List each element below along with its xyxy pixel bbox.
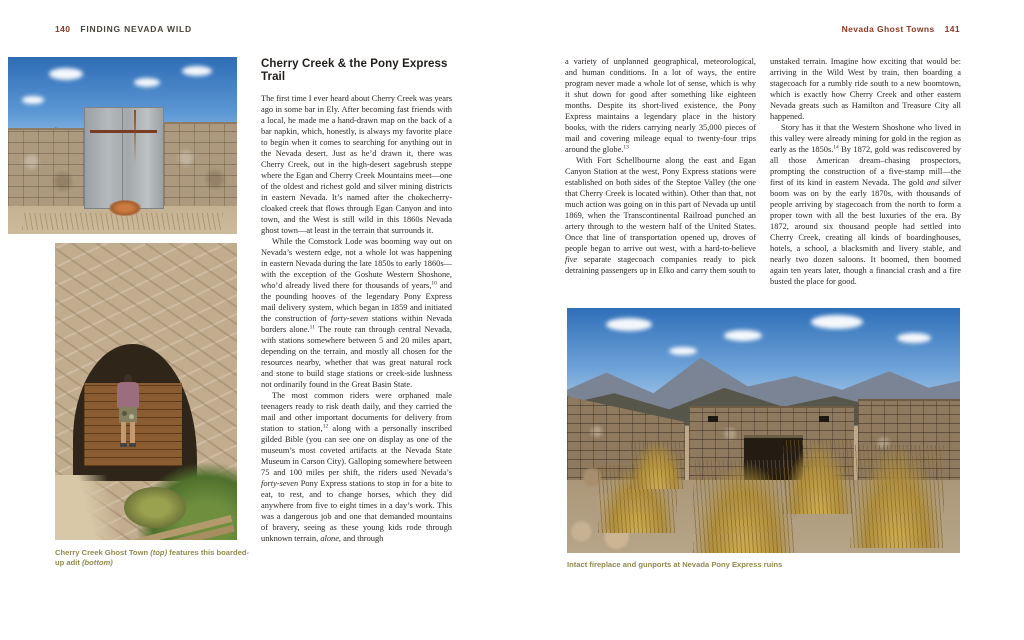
book-title: FINDING NEVADA WILD: [80, 24, 192, 34]
photo-cherry-creek-ruin: [8, 57, 237, 234]
stone-wall-left: [8, 128, 86, 209]
article-title: Cherry Creek & the Pony Express Trail: [261, 58, 448, 83]
paragraph: With Fort Schellbourne along the east and Egan Canyon Station at the west, Pony Express stations were established on both sides of the Steptoe Valley (the one that Cherry Creek is located within). Other than that, not much action was going on in this part of Nevada up until 1869, when the Transcontinental Railroad punched an artery through to the western half of the United States. Once that line of transportation opened up, droves of people began to arrive out west, with a hard-to-believe five separate stagecoach companies ready to pick detraining passengers up in Elko and carry them south to: [565, 156, 756, 275]
chapter-title: Nevada Ghost Towns: [841, 24, 935, 34]
cloud-shape: [49, 68, 83, 80]
text-column-2: [565, 56, 756, 276]
cloud-shape: [182, 66, 212, 76]
gunport: [819, 416, 829, 422]
person-leg: [130, 422, 135, 444]
page-number-right: 141: [944, 24, 960, 34]
grass-tuft: [783, 440, 854, 514]
grass-tuft: [850, 445, 944, 548]
running-head-left: [55, 24, 192, 34]
text-column-3: [770, 56, 961, 287]
photo-pony-express-ruins: [567, 308, 960, 553]
cloud-shape: [22, 96, 44, 104]
paragraph: a variety of unplanned geographical, meteorological, and human conditions. In a lot of ways, the entire program never made a whole lot of sense, which is why it shut down for good after something like eighteen months. Despite its short-lived existence, the Pony Express maintains a legendary place in the history books, with the riders carrying nearly 35,000 pieces of mail and covering mileage equal to twenty-four trips around the globe.$^{13}$: [565, 57, 756, 154]
paragraph: The first time I ever heard about Cherry Creek was years ago in some bar in Ely. After becoming fast friends with a local, he made me a hand-drawn map on the back of a bar napkin, which, honestly, is always my favorite place to begin when it comes to searching for anything out in the Nevada desert. Just as he’d drawn it, there was Cherry Creek, out in the high-desert sagebrush steppe where the Egan and Cherry Creek Mountains meet—one of the oldest and richest gold and silver mining districts in eastern Nevada. It’s named after the chokecherry-cloaked creek that flows through Egan Canyon and into town, and the West is still wild in this 1860s Nevada ghost town—at least in the terrain that surrounds it.: [261, 94, 452, 235]
grass-tuft: [693, 460, 795, 553]
paragraph: While the Comstock Lode was booming way out on Nevada’s western edge, not a whole lot was happening in eastern Nevada during the late 1850s to early 1860s—with the exception of the Goshute Western Shoshone, who’d already lived there for thousands of years,$^{10}$ and the pounding hooves of the legendary Pony Express mail delivery system, which began in 1859 and initiated the construction of forty-seven stations within Nevada borders alone.$^{11}$ The route ran through central Nevada, with stations somewhere between 5 and 20 miles apart, depending on the terrain, and mostly all chosen for the resources nearby, whether that was great natural rock and stone to build stage stations or creek-side lushness not ordinarily found in the Great Basin State.: [261, 237, 452, 389]
paragraph: unstaked terrain. Imagine how exciting that would be: arriving in the Wild West by train, then boarding a stagecoach for a rumbly ride south to a new boomtown, which is exactly how Cherry Creek and other eastern Nevada greats such as Hamilton and Treasure City all happened.: [770, 57, 961, 121]
door-latch-bar: [90, 130, 156, 133]
cloud-shape: [606, 318, 652, 331]
grass-tuft: [630, 440, 685, 489]
rust-streak: [134, 110, 136, 163]
person-shorts: [119, 407, 137, 423]
caption-left: Cherry Creek Ghost Town (top) features this boarded-up adit (bottom): [55, 548, 249, 567]
person-shirt: [117, 382, 139, 408]
cloud-shape: [897, 333, 931, 343]
light-path: [55, 475, 137, 540]
photo-boarded-adit: [55, 243, 237, 540]
paragraph: The most common riders were orphaned male teenagers ready to risk death daily, and they carried the mail and other important documents for delivery from station to station,$^{12}$ along with a personally inscribed gilded Bible (you can see one on display as one of the museum’s most coveted artifacts at the Nevada State Museum in Carson City). Galloping somewhere between 75 and 100 miles per shift, the riders used Nevada’s forty-seven Pony Express stations to stop in for a bite to eat, to rest, and to change horses, which they did anywhere from five to eight times in a day’s work. This was a dangerous job and one that demanded mountains of bravery, seeing as these young kids rode through unknown terrain, alone, and through: [261, 391, 452, 543]
paragraph: Story has it that the Western Shoshone who lived in this valley were already mining for gold in the region as early as the 1850s.$^{14}$ By 1872, gold was rediscovered by all those American dream–chasing prospectors, prompting the construction of a five-stamp mill—the first of its kind in eastern Nevada. The gold and silver boom was on by the early 1870s, with thousands of people arriving by stagecoach from the north to form a proper town with all the best luxuries of the era. By 1872, around six thousand people had settled into Cherry Creek, creating all kinds of boardinghouses, hotels, a school, a blacksmith and livery stable, and nearly two dozen saloons. It boomed, then boomed again ten years later, though a financial crash and a fire busted the place for good.: [770, 123, 961, 286]
page-number-left: 140: [55, 24, 71, 34]
metal-door: [84, 107, 164, 210]
stone-wall-right: [164, 122, 237, 209]
running-head-right: [842, 24, 960, 34]
person-shoe: [120, 443, 127, 447]
caption-right: Intact fireplace and gunports at Nevada Pony Express ruins: [567, 560, 783, 569]
person-figure: [117, 374, 139, 448]
dry-grass: [22, 213, 224, 231]
gunport: [708, 416, 718, 422]
person-shoe: [129, 443, 136, 447]
text-column-1: [261, 56, 452, 544]
person-leg: [121, 422, 126, 444]
